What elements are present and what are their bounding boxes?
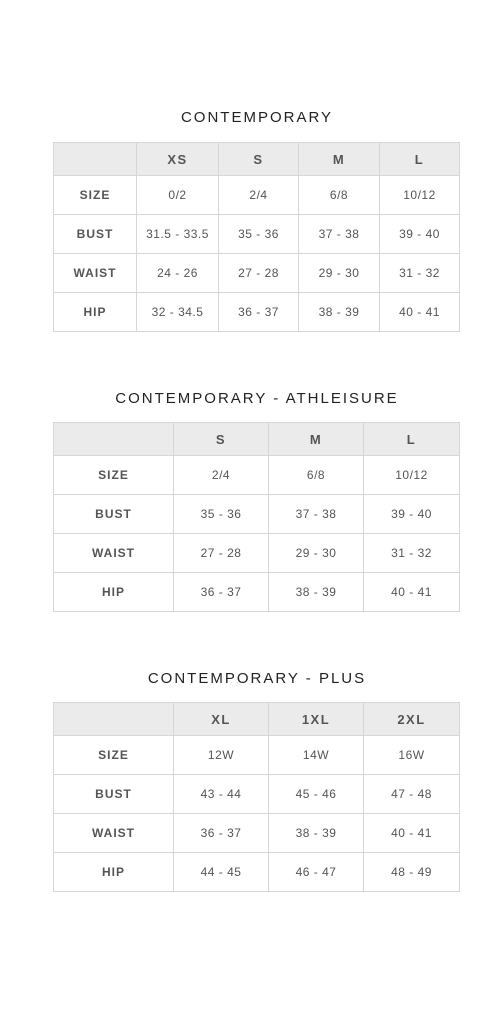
table-cell: 40 - 41 xyxy=(364,573,460,612)
header-cell: XL xyxy=(174,703,269,736)
header-cell: 2XL xyxy=(364,703,460,736)
chart-title-plus: CONTEMPORARY - PLUS xyxy=(147,670,367,687)
table-cell: 44 - 45 xyxy=(174,853,269,892)
table-cell: 12W xyxy=(174,736,269,775)
table-cell: 2/4 xyxy=(219,176,299,215)
table-cell: 46 - 47 xyxy=(269,853,364,892)
table-row xyxy=(54,534,460,573)
table-row xyxy=(54,293,460,332)
size-table-plus xyxy=(53,702,460,892)
table-cell: 31.5 - 33.5 xyxy=(137,215,219,254)
table-row xyxy=(54,573,460,612)
size-table-athleisure xyxy=(53,422,460,612)
table-cell: 29 - 30 xyxy=(299,254,380,293)
table-cell: 38 - 39 xyxy=(299,293,380,332)
table-row xyxy=(54,215,460,254)
table-cell: 37 - 38 xyxy=(299,215,380,254)
table-cell: 16W xyxy=(364,736,460,775)
row-label: BUST xyxy=(54,215,137,254)
row-label: WAIST xyxy=(54,534,174,573)
table-header-row xyxy=(54,423,460,456)
table-cell: 36 - 37 xyxy=(174,573,269,612)
table-cell: 48 - 49 xyxy=(364,853,460,892)
table-cell: 38 - 39 xyxy=(269,814,364,853)
header-cell: M xyxy=(269,423,364,456)
table-cell: 36 - 37 xyxy=(174,814,269,853)
table-cell: 31 - 32 xyxy=(380,254,460,293)
table-cell: 31 - 32 xyxy=(364,534,460,573)
row-label: HIP xyxy=(54,573,174,612)
table-row xyxy=(54,814,460,853)
table-header-row xyxy=(54,143,460,176)
table-cell: 24 - 26 xyxy=(137,254,219,293)
size-table-contemporary xyxy=(53,142,460,332)
table-cell: 39 - 40 xyxy=(380,215,460,254)
row-label: WAIST xyxy=(54,814,174,853)
table-header-row xyxy=(54,703,460,736)
table-cell: 14W xyxy=(269,736,364,775)
table-cell: 6/8 xyxy=(269,456,364,495)
table-cell: 37 - 38 xyxy=(269,495,364,534)
table-cell: 47 - 48 xyxy=(364,775,460,814)
table-cell: 2/4 xyxy=(174,456,269,495)
row-label: BUST xyxy=(54,775,174,814)
row-label: BUST xyxy=(54,495,174,534)
row-label: WAIST xyxy=(54,254,137,293)
row-label: HIP xyxy=(54,293,137,332)
table-cell: 40 - 41 xyxy=(364,814,460,853)
header-cell-empty xyxy=(54,143,137,176)
table-cell: 36 - 37 xyxy=(219,293,299,332)
table-row xyxy=(54,495,460,534)
row-label: SIZE xyxy=(54,456,174,495)
table-row xyxy=(54,775,460,814)
table-cell: 35 - 36 xyxy=(174,495,269,534)
table-cell: 27 - 28 xyxy=(174,534,269,573)
table-cell: 29 - 30 xyxy=(269,534,364,573)
header-cell-empty xyxy=(54,703,174,736)
table-cell: 6/8 xyxy=(299,176,380,215)
row-label: SIZE xyxy=(54,176,137,215)
table-row xyxy=(54,176,460,215)
table-cell: 27 - 28 xyxy=(219,254,299,293)
header-cell: XS xyxy=(137,143,219,176)
chart-title-athleisure: CONTEMPORARY - ATHLEISURE xyxy=(115,390,399,407)
header-cell-empty xyxy=(54,423,174,456)
header-cell: 1XL xyxy=(269,703,364,736)
table-row xyxy=(54,456,460,495)
header-cell: S xyxy=(219,143,299,176)
table-row xyxy=(54,853,460,892)
header-cell: L xyxy=(364,423,460,456)
row-label: SIZE xyxy=(54,736,174,775)
table-cell: 39 - 40 xyxy=(364,495,460,534)
row-label: HIP xyxy=(54,853,174,892)
table-cell: 38 - 39 xyxy=(269,573,364,612)
table-cell: 0/2 xyxy=(137,176,219,215)
table-cell: 45 - 46 xyxy=(269,775,364,814)
table-cell: 10/12 xyxy=(380,176,460,215)
header-cell: S xyxy=(174,423,269,456)
table-cell: 40 - 41 xyxy=(380,293,460,332)
table-cell: 35 - 36 xyxy=(219,215,299,254)
table-cell: 10/12 xyxy=(364,456,460,495)
header-cell: L xyxy=(380,143,460,176)
table-cell: 43 - 44 xyxy=(174,775,269,814)
table-cell: 32 - 34.5 xyxy=(137,293,219,332)
header-cell: M xyxy=(299,143,380,176)
table-row xyxy=(54,736,460,775)
chart-title-contemporary: CONTEMPORARY xyxy=(180,109,334,126)
table-row xyxy=(54,254,460,293)
